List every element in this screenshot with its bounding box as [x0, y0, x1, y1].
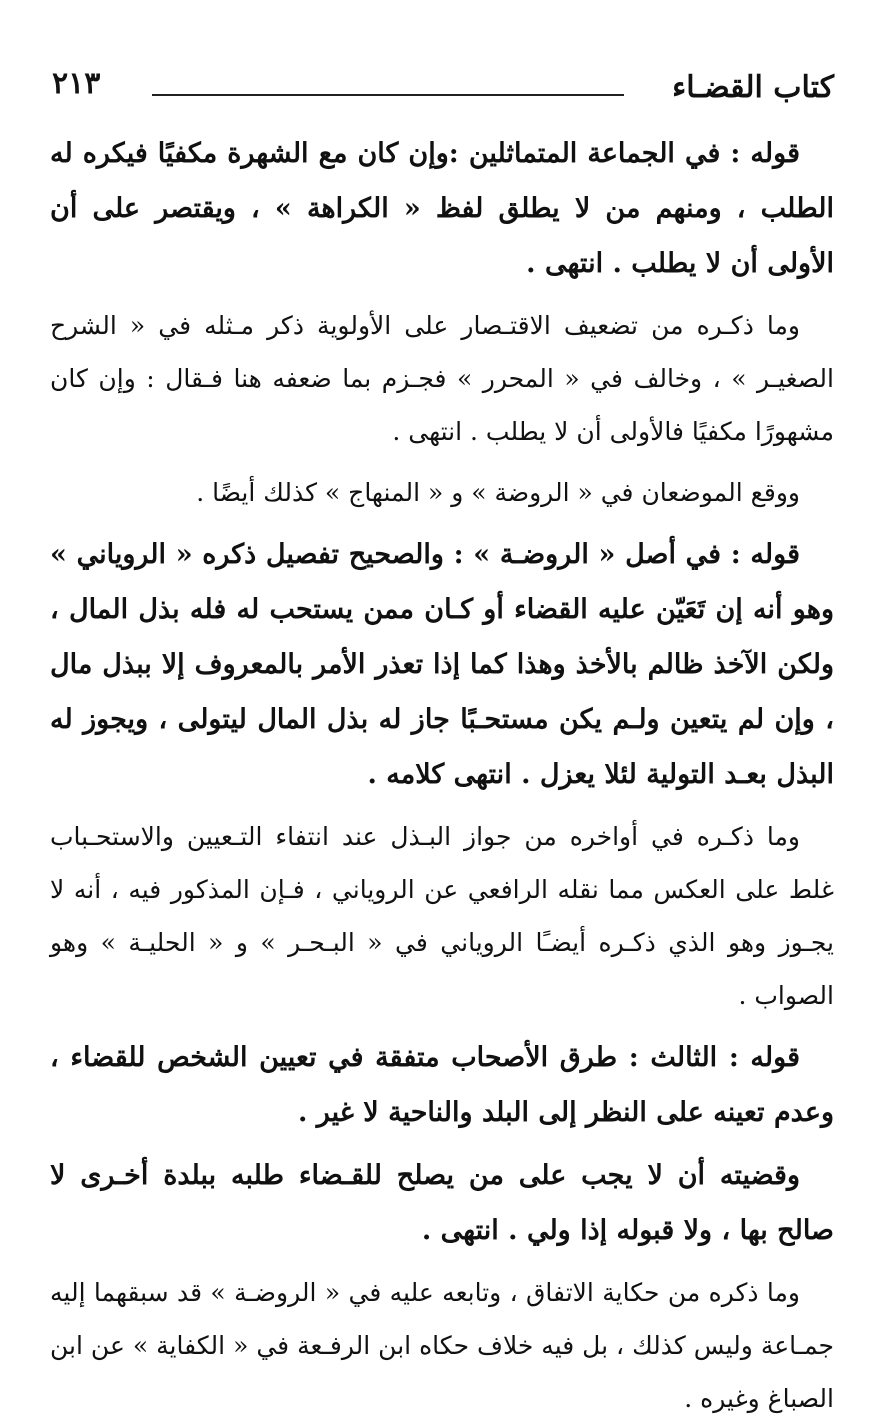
header-rule	[152, 94, 624, 96]
paragraph: قوله : في الجماعة المتماثلين :وإن كان مع الشهرة مكفيًا فيكره له الطلب ، ومنهم من لا يطلق لفظ « الكراهة » ، ويقتصر على أن الأولى أن لا يطلب . انتهى .	[50, 138, 834, 279]
paragraph: قوله : الثالث : طرق الأصحاب متفقة في تعيين الشخص للقضاء ، وعدم تعينه على النظر إلى البلد والناحية لا غير .	[50, 1042, 834, 1128]
paragraph: وما ذكره من حكاية الاتفاق ، وتابعه عليه في « الروضـة » قد سبقهما إليه جمـاعة وليس كذلك ، بل فيه خلاف حكاه ابن الرفـعة في « الكفاية » عن ابن الصباغ وغيره .	[50, 1278, 835, 1413]
paragraph: قوله : في أصل « الروضـة » : والصحيح تفصيل ذكره « الروياني » وهو أنه إن تَعَيّن عليه القضاء أو كـان ممن يستحب له فله بذل المال ، ولكن الآخذ ظالم بالأخذ وهذا كما إذا تعذر الأمر بالمعروف إلا ببذل مال ، وإن لم يتعين ولـم يكن مستحـبًا جاز له بذل المال ليتولى ، ويجوز له البذل بعـد التولية لئلا يعزل . انتهى كلامه .	[50, 539, 834, 790]
paragraph: ووقع الموضعان في « الروضة » و « المنهاج » كذلك أيضًا .	[196, 478, 800, 507]
paragraph-gap	[50, 802, 834, 810]
page-header	[52, 58, 834, 108]
paragraph-gap	[50, 519, 834, 527]
page-body	[50, 126, 834, 1425]
running-title: كتاب القضـاء	[672, 70, 834, 105]
paragraph: وما ذكـره من تضعيف الاقتـصار على الأولوية ذكر مـثله في « الشرح الصغيـر » ، وخالف في « المحرر » فجـزم بما ضعفه هنا فـقال : وإن كان مشهورًا مكفيًا فالأولى أن لا يطلب . انتهى .	[50, 311, 834, 446]
paragraph-gap	[50, 1258, 834, 1266]
paragraph-gap	[50, 458, 834, 466]
page-number: ٢١٣	[52, 66, 101, 101]
paragraph-gap	[50, 1140, 834, 1148]
paragraph: وما ذكـره في أواخره من جواز البـذل عند انتفاء التـعيين والاستحـباب غلط على العكس مما نقله الرافعي عن الروياني ، فـإن المذكور فيه ، أنه لا يجـوز وهو الذي ذكـره أيضـًا الروياني في « البـحـر » و « الحليـة » وهو الصواب .	[50, 822, 834, 1010]
paragraph-gap	[50, 1022, 834, 1030]
paragraph: وقضيته أن لا يجب على من يصلح للقـضاء طلبه ببلدة أخـرى لا صالح بها ، ولا قبوله إذا ولي . انتهى .	[50, 1160, 834, 1246]
paragraph-gap	[50, 291, 834, 299]
